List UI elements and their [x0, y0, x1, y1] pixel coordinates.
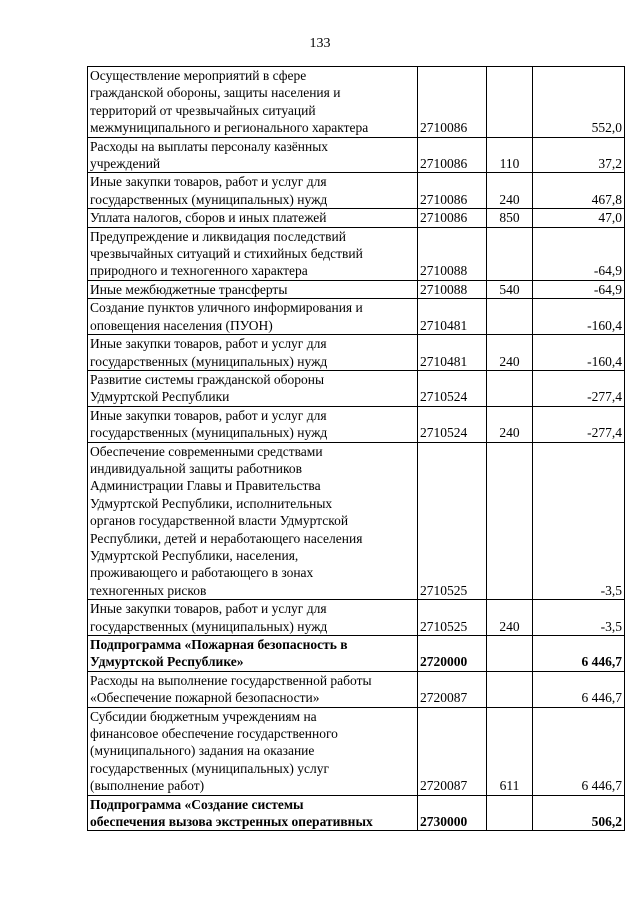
- expense-name-line: Расходы на выплаты персоналу казённых: [90, 138, 329, 154]
- expense-kind-cell: 611: [487, 707, 533, 795]
- expense-name-line: (муниципального) задания на оказание: [90, 743, 315, 759]
- amount-cell: -3,5: [533, 600, 625, 636]
- expense-name-cell: [88, 227, 418, 280]
- amount-cell: -160,4: [533, 335, 625, 371]
- expense-name-line: территорий от чрезвычайных ситуаций: [90, 102, 316, 118]
- expense-name-cell: [88, 600, 418, 636]
- expense-name-line: Осуществление мероприятий в сфере: [90, 68, 307, 83]
- table-row: [88, 370, 625, 406]
- target-code-cell: 2710481: [418, 335, 487, 371]
- expense-name-line: Удмуртской Республике»: [90, 654, 244, 670]
- target-code-cell: 2710525: [418, 442, 487, 600]
- table-row: [88, 173, 625, 209]
- expense-name-line: гражданской обороны, защиты населения и: [90, 85, 341, 101]
- target-code-cell: 2730000: [418, 795, 487, 831]
- table-row: [88, 137, 625, 173]
- expense-kind-cell: 540: [487, 280, 533, 298]
- expense-name-cell: [88, 299, 418, 335]
- expense-name-line: индивидуальной защиты работников: [90, 460, 302, 476]
- target-code-cell: 2720087: [418, 671, 487, 707]
- expense-name-line: Иные закупки товаров, работ и услуг для: [90, 601, 327, 617]
- target-code-cell: 2710086: [418, 137, 487, 173]
- expense-name-line: органов государственной власти Удмуртской: [90, 513, 349, 529]
- expense-name-line: государственных (муниципальных) нужд: [90, 618, 328, 634]
- table-row: [88, 227, 625, 280]
- expense-kind-cell: 110: [487, 137, 533, 173]
- expense-kind-cell: 240: [487, 600, 533, 636]
- expense-name-line: Подпрограмма «Пожарная безопасность в: [90, 637, 348, 652]
- amount-cell: 6 446,7: [533, 636, 625, 672]
- page-number: 133: [309, 36, 331, 51]
- amount-cell: -64,9: [533, 227, 625, 280]
- expense-name-cell: [88, 209, 418, 227]
- expense-name-line: оповещения населения (ПУОН): [90, 317, 273, 333]
- table-row: [88, 280, 625, 298]
- expense-name-line: Иные закупки товаров, работ и услуг для: [90, 336, 327, 352]
- amount-cell: 6 446,7: [533, 671, 625, 707]
- expense-name-cell: [88, 137, 418, 173]
- table-row: [88, 795, 625, 831]
- expense-name-line: государственных (муниципальных) нужд: [90, 425, 328, 441]
- expense-name-line: финансовое обеспечение государственного: [90, 726, 338, 742]
- expense-name-cell: [88, 370, 418, 406]
- expense-name-line: чрезвычайных ситуаций и стихийных бедствий: [90, 246, 363, 262]
- expense-name-line: Иные межбюджетные трансферты: [90, 281, 288, 297]
- expense-kind-cell: [487, 299, 533, 335]
- expense-kind-cell: [487, 227, 533, 280]
- expense-name-cell: [88, 795, 418, 831]
- budget-table: [87, 66, 625, 831]
- expense-name-cell: [88, 67, 418, 138]
- table-row: [88, 442, 625, 600]
- expense-name-line: Иные закупки товаров, работ и услуг для: [90, 174, 327, 190]
- target-code-cell: 2720087: [418, 707, 487, 795]
- expense-kind-cell: [487, 636, 533, 672]
- expense-name-line: межмуниципального и регионального характера: [90, 120, 369, 136]
- expense-name-line: Подпрограмма «Создание системы: [90, 796, 304, 812]
- amount-cell: 47,0: [533, 209, 625, 227]
- amount-cell: 467,8: [533, 173, 625, 209]
- target-code-cell: 2710524: [418, 406, 487, 442]
- expense-name-cell: [88, 442, 418, 600]
- table-row: [88, 209, 625, 227]
- expense-name-cell: [88, 280, 418, 298]
- expense-kind-cell: [487, 671, 533, 707]
- expense-name-line: учреждений: [90, 156, 161, 172]
- expense-name-line: Создание пунктов уличного информирования и: [90, 300, 363, 316]
- amount-cell: 506,2: [533, 795, 625, 831]
- amount-cell: -64,9: [533, 280, 625, 298]
- expense-name-line: государственных (муниципальных) услуг: [90, 760, 330, 776]
- expense-kind-cell: [487, 442, 533, 600]
- target-code-cell: 2710481: [418, 299, 487, 335]
- expense-name-line: проживающего и работающего в зонах: [90, 565, 314, 581]
- table-row: [88, 671, 625, 707]
- expense-name-line: Обеспечение современными средствами: [90, 443, 323, 459]
- amount-cell: 6 446,7: [533, 707, 625, 795]
- target-code-cell: 2710524: [418, 370, 487, 406]
- expense-name-line: государственных (муниципальных) нужд: [90, 353, 328, 369]
- target-code-cell: 2710086: [418, 209, 487, 227]
- expense-kind-cell: [487, 67, 533, 138]
- amount-cell: -3,5: [533, 442, 625, 600]
- expense-name-line: государственных (муниципальных) нужд: [90, 191, 328, 207]
- expense-kind-cell: [487, 370, 533, 406]
- table-row: [88, 600, 625, 636]
- expense-name-line: Иные закупки товаров, работ и услуг для: [90, 407, 327, 423]
- budget-table-body: [88, 67, 625, 831]
- amount-cell: 37,2: [533, 137, 625, 173]
- table-row: [88, 67, 625, 138]
- expense-name-line: Удмуртской Республики: [90, 389, 230, 405]
- expense-kind-cell: [487, 795, 533, 831]
- expense-name-line: Субсидии бюджетным учреждениям на: [90, 708, 317, 724]
- expense-name-cell: [88, 173, 418, 209]
- expense-name-cell: [88, 406, 418, 442]
- target-code-cell: 2710086: [418, 173, 487, 209]
- expense-name-cell: [88, 671, 418, 707]
- target-code-cell: 2710088: [418, 280, 487, 298]
- expense-name-line: Уплата налогов, сборов и иных платежей: [90, 210, 327, 226]
- expense-name-line: Предупреждение и ликвидация последствий: [90, 228, 346, 244]
- expense-kind-cell: 240: [487, 335, 533, 371]
- expense-name-line: техногенных рисков: [90, 582, 207, 598]
- expense-name-line: Удмуртской Республики, населения,: [90, 547, 299, 563]
- table-row: [88, 707, 625, 795]
- target-code-cell: 2710086: [418, 67, 487, 138]
- amount-cell: 552,0: [533, 67, 625, 138]
- table-row: [88, 335, 625, 371]
- expense-kind-cell: 850: [487, 209, 533, 227]
- table-row: [88, 636, 625, 672]
- expense-name-line: Удмуртской Республики, исполнительных: [90, 495, 333, 511]
- expense-name-cell: [88, 707, 418, 795]
- table-row: [88, 299, 625, 335]
- table-row: [88, 406, 625, 442]
- expense-name-line: обеспечения вызова экстренных оперативных: [90, 814, 373, 830]
- expense-name-line: природного и техногенного характера: [90, 263, 308, 279]
- amount-cell: -277,4: [533, 406, 625, 442]
- target-code-cell: 2710088: [418, 227, 487, 280]
- target-code-cell: 2710525: [418, 600, 487, 636]
- expense-name-line: Администрации Главы и Правительства: [90, 478, 321, 494]
- expense-kind-cell: 240: [487, 406, 533, 442]
- amount-cell: -160,4: [533, 299, 625, 335]
- expense-name-line: (выполнение работ): [90, 778, 205, 794]
- expense-name-line: Республики, детей и неработающего населения: [90, 530, 363, 546]
- expense-kind-cell: 240: [487, 173, 533, 209]
- expense-name-line: Развитие системы гражданской обороны: [90, 371, 325, 387]
- expense-name-cell: [88, 636, 418, 672]
- amount-cell: -277,4: [533, 370, 625, 406]
- expense-name-line: Расходы на выполнение государственной работы: [90, 672, 372, 688]
- expense-name-cell: [88, 335, 418, 371]
- target-code-cell: 2720000: [418, 636, 487, 672]
- expense-name-line: «Обеспечение пожарной безопасности»: [90, 690, 320, 706]
